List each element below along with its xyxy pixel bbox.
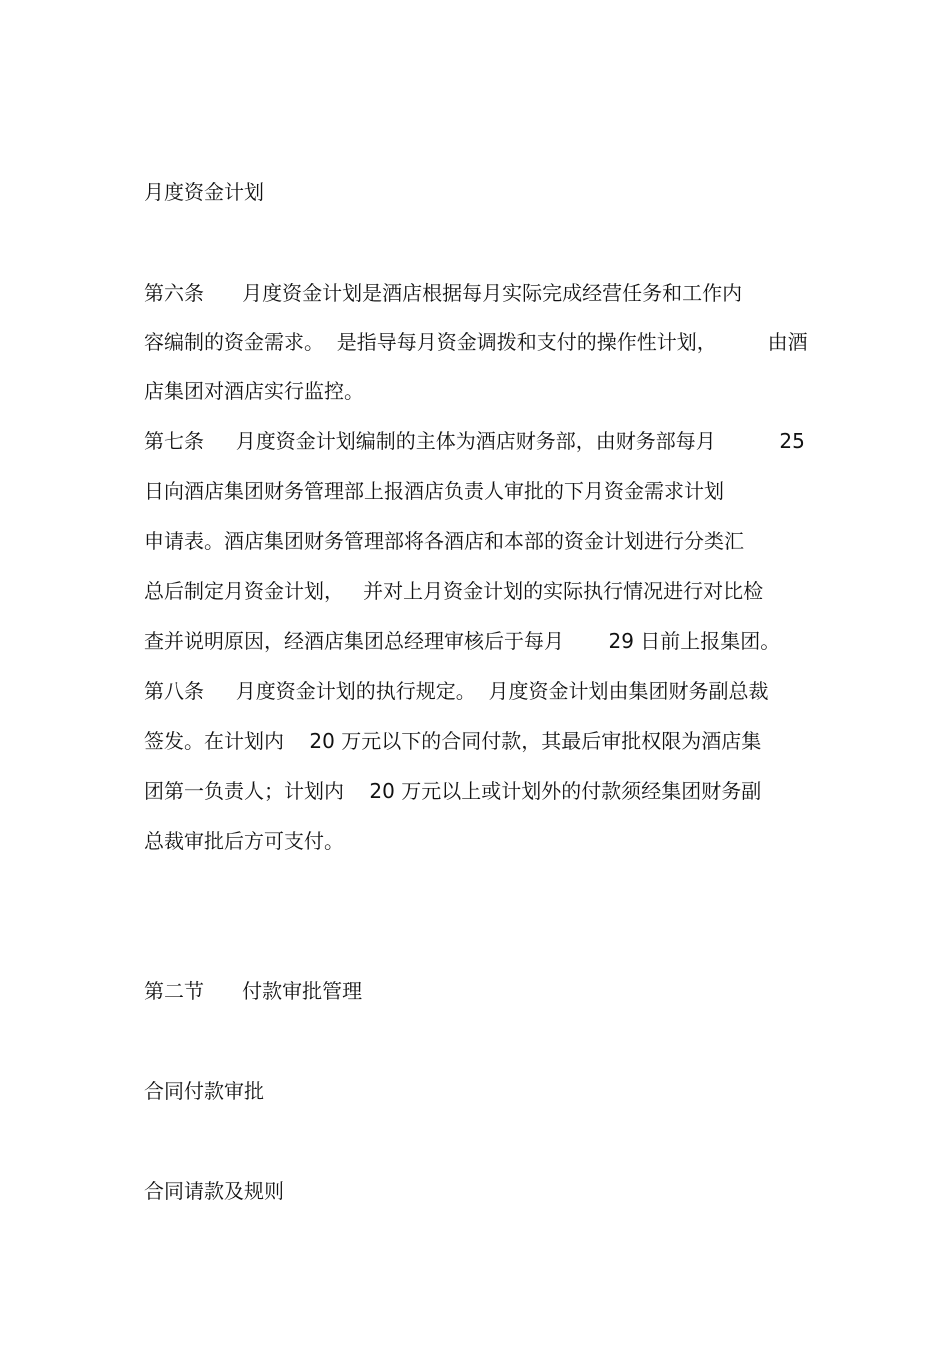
article-7-line-1: 第七条 月度资金计划编制的主体为酒店财务部，由财务部每月 25 [144,429,805,453]
article-7-line-4: 总后制定月资金计划， 并对上月资金计划的实际执行情况进行对比检 [144,579,764,603]
heading-contract-request-rules: 合同请款及规则 [144,1179,284,1203]
heading-contract-payment-approval: 合同付款审批 [144,1079,264,1103]
article-6-line-3: 店集团对酒店实行监控。 [144,379,364,403]
article-6-line-1: 第六条 月度资金计划是酒店根据每月实际完成经营任务和工作内 [144,281,743,305]
heading-monthly-capital-plan: 月度资金计划 [144,180,264,204]
article-7-line-5: 查并说明原因，经酒店集团总经理审核后于每月 29 日前上报集团。 [144,629,781,653]
article-8-line-2: 签发。在计划内 20 万元以下的合同付款，其最后审批权限为酒店集 [144,729,762,753]
article-7-line-2: 日向酒店集团财务管理部上报酒店负责人审批的下月资金需求计划 [144,479,724,503]
article-8-line-4: 总裁审批后方可支付。 [144,829,344,853]
section-2-title: 第二节 付款审批管理 [144,979,363,1003]
article-6-line-2: 容编制的资金需求。 是指导每月资金调拨和支付的操作性计划， 由酒 [144,330,808,354]
article-8-line-3: 团第一负责人；计划内 20 万元以上或计划外的付款须经集团财务副 [144,779,762,803]
article-8-line-1: 第八条 月度资金计划的执行规定。 月度资金计划由集团财务副总裁 [144,679,769,703]
article-7-line-3: 申请表。酒店集团财务管理部将各酒店和本部的资金计划进行分类汇 [144,529,744,553]
